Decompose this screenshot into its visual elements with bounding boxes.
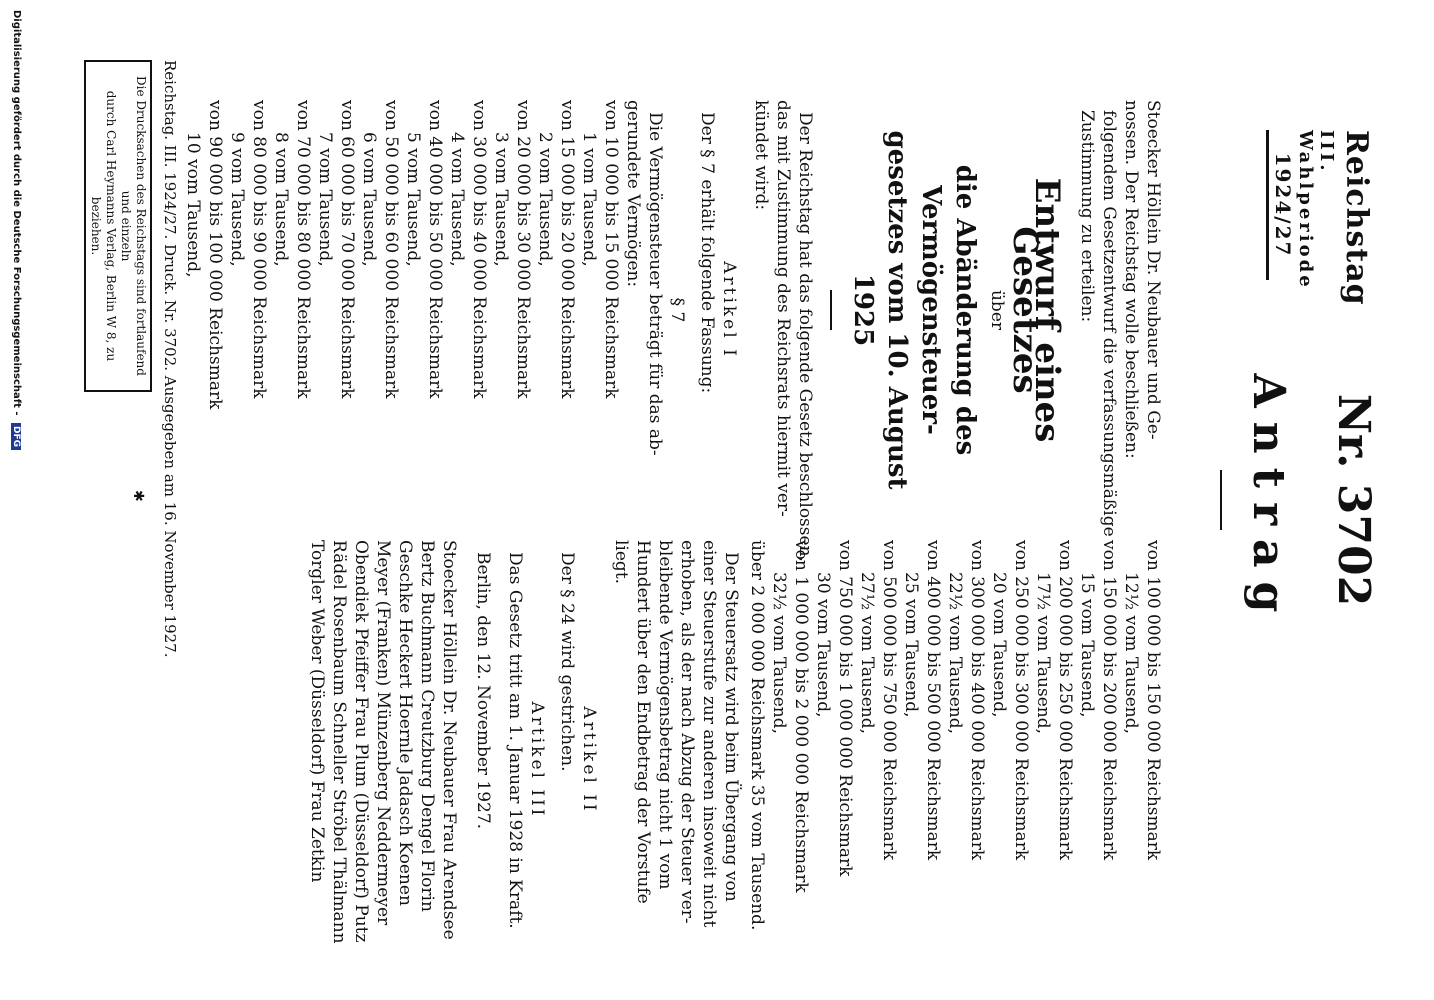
signatory-line: Torgler Weber (Düsseldorf) Frau Zetkin: [307, 540, 327, 883]
text-line: Stoecker Höllein Dr. Neubauer und Ge-: [1143, 100, 1163, 440]
text-line: Zustimmung zu erteilen:: [1077, 110, 1097, 323]
tax-row: über 2 000 000 Reichsmark 35 vom Tausend.: [747, 540, 767, 931]
tax-row: 15 vom Tausend,: [1077, 572, 1097, 718]
right-column: [306, 540, 1164, 980]
bullet-mark: ✱: [130, 490, 146, 502]
article-1-text: Der § 7 erhält folgende Fassung:: [697, 112, 717, 394]
tax-row: von 50 000 bis 60 000 Reichsmark: [381, 100, 401, 399]
tax-row: von 250 000 bis 300 000 Reichsmark: [1011, 540, 1031, 861]
tax-row: 22½ vom Tausend,: [945, 572, 965, 734]
article-3-text: Das Gesetz tritt am 1. Januar 1928 in Kraft.: [505, 552, 525, 929]
tax-row: von 400 000 bis 500 000 Reichsmark: [923, 540, 943, 861]
text-line: durch Carl Heymanns Verlag, Berlin W 8, zu beziehen.: [89, 90, 118, 362]
signatory-line: Obendiek Pfeiffer Frau Plum (Düsseldorf) Putz: [351, 540, 371, 943]
divider: [1220, 470, 1222, 530]
tax-row: von 500 000 bis 750 000 Reichsmark: [879, 540, 899, 861]
text-line: kündet wird:: [751, 100, 771, 211]
subject-line: die Abänderung des Vermögensteuer-: [916, 164, 980, 456]
tax-row: von 10 000 bis 15 000 Reichsmark: [601, 100, 621, 399]
tax-row: von 30 000 bis 40 000 Reichsmark: [469, 100, 489, 399]
signatory-line: Bertz Buchmann Creutzburg Dengel Florin: [417, 540, 437, 912]
tax-row: von 90 000 bis 100 000 Reichsmark: [205, 100, 225, 410]
signatory-line: Geschke Heckert Hoernle Jadasch Koenen: [395, 540, 415, 906]
draft-title: Entwurf eines Gesetzes: [1005, 177, 1067, 443]
tax-row: 27½ vom Tausend,: [857, 572, 877, 734]
tax-row: 30 vom Tausend,: [813, 572, 833, 718]
tax-rate-table-right: [746, 540, 1164, 980]
print-footer: Reichstag. III. 1924/27. Druck. Nr. 3702. Ausgegeben am 16. November 1927.: [161, 60, 179, 658]
article-3-heading: Artikel III: [527, 701, 547, 819]
tax-row: 9 vom Tausend,: [227, 132, 247, 267]
signatory-line: Stoecker Höllein Dr. Neubauer Frau Arendsee: [439, 540, 459, 940]
document-type: Antrag: [1243, 373, 1294, 627]
paragraph-7-intro: [622, 100, 666, 520]
text-line: Der Reichstag hat das folgende Gesetz beschlossen,: [795, 112, 815, 562]
tax-row: von 200 000 bis 250 000 Reichsmark: [1055, 540, 1075, 861]
text-line: folgendem Gesetzentwurf die verfassungsmäßige: [1099, 110, 1119, 537]
tax-row: 1 vom Tausend,: [579, 132, 599, 267]
tax-rate-table-left: [182, 100, 622, 520]
tax-row: von 80 000 bis 90 000 Reichsmark: [249, 100, 269, 399]
text-line: bleibende Vermögensbetrag nicht 1 vom: [655, 540, 675, 890]
text-line: Die Drucksachen des Reichstags sind fortlaufend und einzeln: [119, 76, 148, 376]
article-2-heading: Artikel II: [579, 706, 599, 814]
masthead-period: III. Wahlperiode: [1295, 130, 1337, 290]
tax-row: 6 vom Tausend,: [359, 132, 379, 267]
masthead-title: Reichstag: [1339, 130, 1374, 306]
date-line: Berlin, den 12. November 1927.: [473, 552, 493, 830]
subject-line: gesetzes vom 10. August 1925: [848, 130, 912, 490]
dfg-logo: DFG: [11, 423, 21, 450]
tax-row: 5 vom Tausend,: [403, 132, 423, 267]
text-line: nossen. Der Reichstag wolle beschließen:: [1121, 100, 1141, 459]
text-line: einer Steuerstufe zur anderen insoweit nicht: [699, 540, 719, 928]
tax-row: 20 vom Tausend,: [989, 572, 1009, 718]
tax-rate-note: [610, 540, 742, 980]
signatory-line: Rädel Rosenbaum Schneller Ströbel Thälmann: [329, 540, 349, 944]
tax-row: von 100 000 bis 150 000 Reichsmark: [1143, 540, 1163, 861]
tax-row: von 20 000 bis 30 000 Reichsmark: [513, 100, 533, 399]
tax-row: 32½ vom Tausend,: [769, 572, 789, 734]
masthead-years: 1924/27: [1266, 130, 1295, 280]
tax-row: von 70 000 bis 80 000 Reichsmark: [293, 100, 313, 399]
article-1-heading: Artikel I: [719, 261, 739, 359]
tax-row: von 300 000 bis 400 000 Reichsmark: [967, 540, 987, 861]
tax-row: von 60 000 bis 70 000 Reichsmark: [337, 100, 357, 399]
paragraph-7-heading: § 7: [667, 297, 687, 323]
tax-row: 17½ vom Tausend,: [1033, 572, 1053, 734]
tax-row: 4 vom Tausend,: [447, 132, 467, 267]
tax-row: 12½ vom Tausend,: [1121, 572, 1141, 734]
enactment-clause: [750, 100, 816, 562]
digitization-note: [11, 10, 22, 990]
divider: [830, 290, 832, 330]
publisher-box: [84, 60, 152, 392]
document-number: Nr. 3702: [1328, 393, 1379, 607]
text-line: erhoben, als der nach Abzug der Steuer ver-: [677, 540, 697, 924]
tax-row: 8 vom Tausend,: [271, 132, 291, 267]
tax-row: 3 vom Tausend,: [491, 132, 511, 267]
about-label: über: [987, 289, 1007, 331]
tax-row: 2 vom Tausend,: [535, 132, 555, 267]
text-line: das mit Zustimmung des Reichsrats hiermit ver-: [773, 100, 793, 517]
tax-row: 25 vom Tausend,: [901, 572, 921, 718]
tax-row: von 1 000 000 bis 2 000 000 Reichsmark: [791, 540, 811, 893]
text-line: gerundete Vermögen:: [623, 100, 643, 288]
text-line: liegt.: [611, 540, 631, 585]
signatories: [306, 540, 460, 980]
text-line: Hundert über den Endbetrag der Vorstufe: [633, 540, 653, 904]
left-column: [182, 100, 1164, 562]
intro-text: [1076, 100, 1164, 537]
text-line: Der Steuersatz wird beim Übergang von: [721, 552, 741, 902]
tax-row: von 750 000 bis 1 000 000 Reichsmark: [835, 540, 855, 877]
tax-row: 10 vom Tausend,: [183, 132, 203, 278]
tax-row: 7 vom Tausend,: [315, 132, 335, 267]
tax-row: von 40 000 bis 50 000 Reichsmark: [425, 100, 445, 399]
digitization-text: Digitalisierung gefördert durch die Deutsche Forschungsgemeinschaft -: [11, 10, 22, 416]
text-line: Die Vermögensteuer beträgt für das ab-: [645, 112, 665, 456]
law-subject: [846, 100, 982, 520]
tax-row: von 150 000 bis 200 000 Reichsmark: [1099, 540, 1119, 861]
signatory-line: Meyer (Franken) Münzenberg Neddermeyer: [373, 540, 393, 926]
article-2-text: Der § 24 wird gestrichen.: [557, 552, 577, 772]
tax-row: von 15 000 bis 20 000 Reichsmark: [557, 100, 577, 399]
